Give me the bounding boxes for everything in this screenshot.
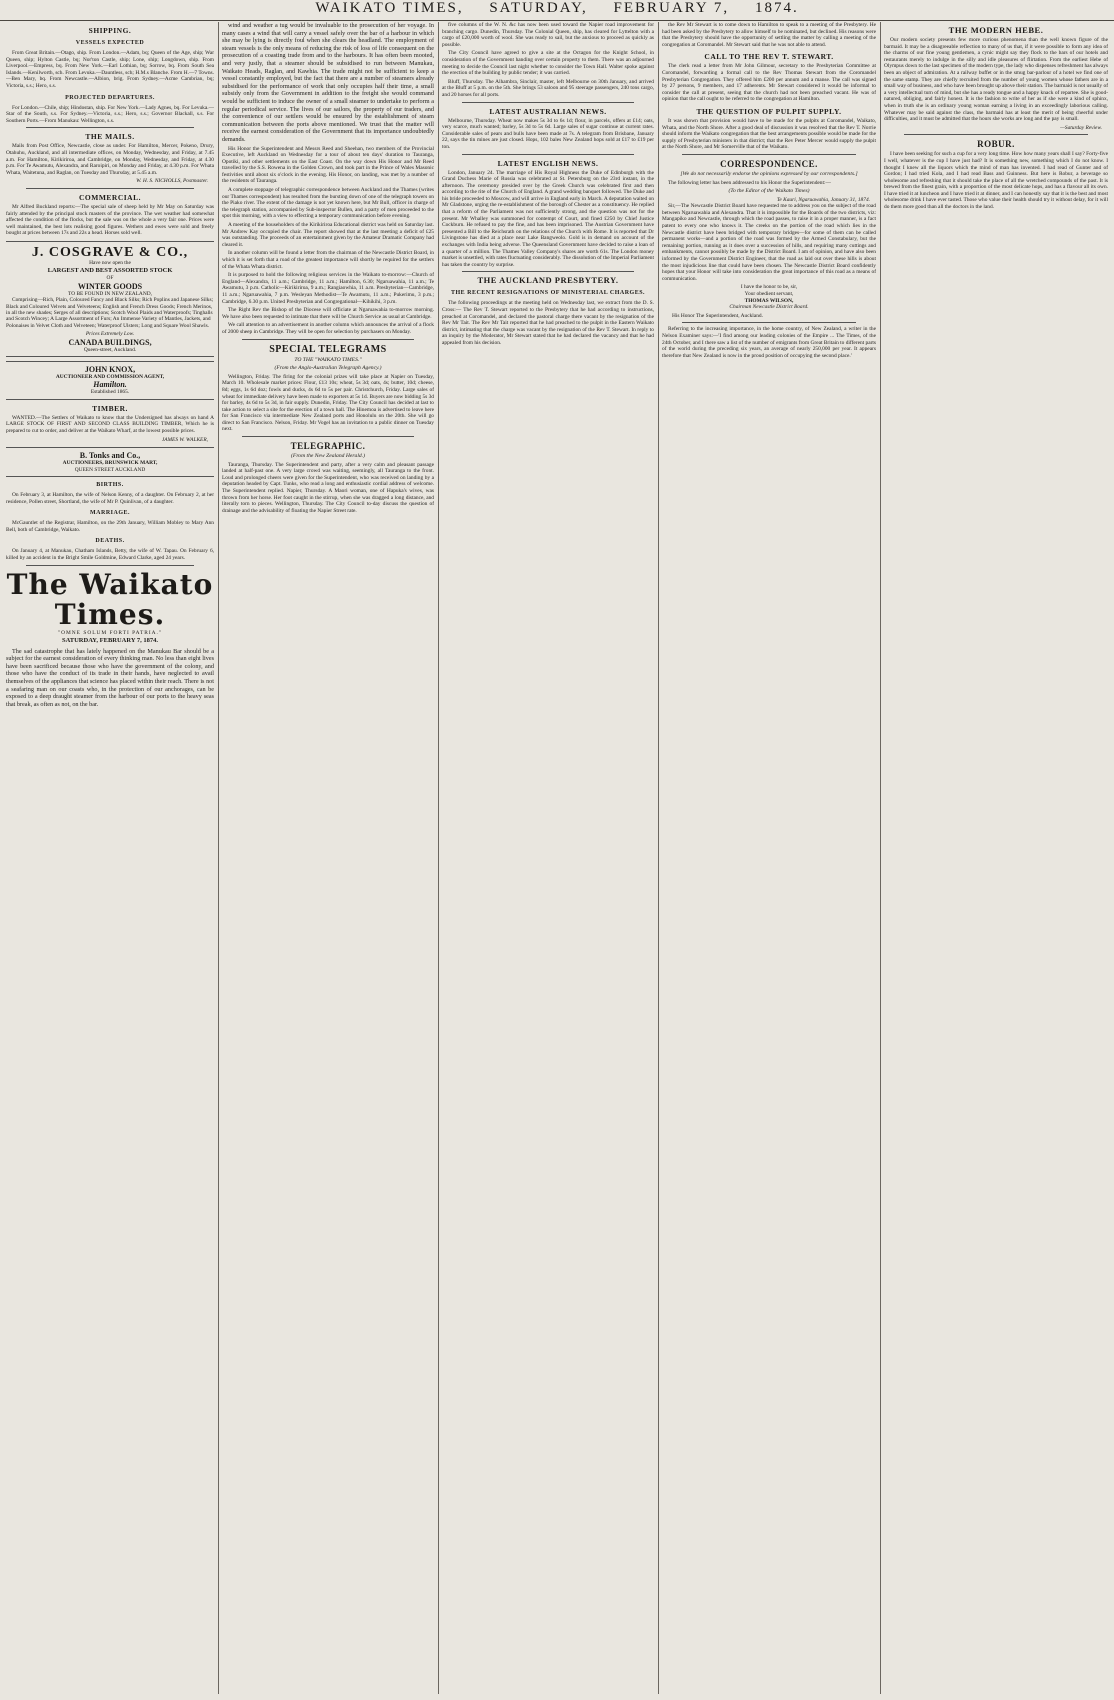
correspondence-signoff-name: THOMAS WILSON, xyxy=(744,297,794,304)
visit-paragraph: His Honor the Superintendent and Messrs Reed and Sheehan, two members of the Provincial Executive, left Auckland on Wednesday for a tour of about ten days' duration to Tauranga, Opotiki, and other settlements on the East Coast. On the way down His Honor and Mr Reed travelled by the S.S. Rowena in the Golden Crown, and took part in the Prince of Wales Masonic festivities until about six o'clock in the evening. His Honor, on landing, was met by a number of the residents of Tauranga. xyxy=(222,145,434,185)
presbytery-heading: THE AUCKLAND PRESBYTERY. xyxy=(477,275,619,286)
marriage-text: McGauntlet of the Registrar, Hamilton, on the 29th January, William Mobley to Mary Ann Bell, both of Cambridge, Waikato. xyxy=(6,520,214,533)
cosgrave-where: TO BE FOUND IN NEW ZEALAND, xyxy=(68,290,152,297)
tonks-name: B. Tonks and Co., xyxy=(79,451,141,461)
correspondence-disclaimer: [We do not necessarily endorse the opinions expressed by our correspondents.] xyxy=(680,170,858,177)
timber-signature: JAMES W. WALKER, xyxy=(161,436,208,443)
leader-continued: wind and weather a tug would be invaluable to the prosecution of her voyage. In many cases a wind that will carry a vessel safely over the bar of a harbour in which she may be lying is directly foul when she clears the headland. The employment of steam vessels is the only means of reducing the risk of loss of life consequent on the prosecution of a coasting trade from and to the harbours. It has often been mooted, and very justly, that a steamer should be subsidised to run between Manukau, Waikato Heads, Raglan, and Kawhia. The trade might not be sufficient to keep a vessel constantly employed, but the fact that there are a number of steamers already subsidised for the performance of work that only occupies half their time, a small subsidy only from the Government in addition to the freight she would command would be sufficient to induce the owner of a small steamer to undertake to perform a regular periodical service. The lives of our sailors, the property of our traders, and the convenience of our settlers would be ensured by the establishment of steam communication between the ports above mentioned. We trust that the matter will receive the earnest consideration of the Government that its importance undoubtedly demands. xyxy=(222,22,434,143)
timber-heading: TIMBER. xyxy=(92,403,128,413)
vessels-text: From Great Britain.—Otago, ship. From London.—Adam, bq; Queen of the Age, ship; War Queen, ship; Hylton Castle, bq; Nor'ton Castle, ship; Lone, ship; Longdown, ship. From Liverpool.—Empress, bq. From New York.—Earl Lothian, bq; Sorrow, bq. From South Sea Islands.—Kenilworth, sch. From Levuka.—Dauntless, sch; H.M.s Blanche. From H.—7 Towns.—Ben Mary, bq. From Newcastle.—Albion, brig. From Sydney.—Acme Cambrian, bq; Victoria, s.s.; Hero, s.s. xyxy=(6,50,214,89)
masthead-year: 1874. xyxy=(754,0,799,16)
cosgrave-name: J. COSGRAVE & CO., xyxy=(31,244,189,260)
another-column-paragraph: In another column will be found a letter from the chairman of the Newcastle District Board, in which it is set forth that a road of the greatest importance will shortly be required for the settlers of the Whata Whata district. xyxy=(222,250,434,270)
correspondence-text: Sir,—The Newcastle District Board have requested me to address you on the subject of the road between Ngaruawahia and Alexandra. That it is impossible for the Boards of the two districts, viz: Mangapiko and Newcastle, through which the road passes, to raise it in a proper manner, is a fact patent to every one who knows it. The creeks on the portion of the road which lies in the Newcastle district have been bridged with temporary bridges—for some of them can be called permanent works—and a portion of the road was formed by the Armed Constabulary, but the remaining portion, running as it does over a succession of hills, and requiring many cuttings and embankments, cannot possibly be made by the District Board. I am of opinion, and have also been informed by the Government District Engineer, that the road as laid out over these hills is about the most injudicious line that could have been chosen. The Newcastle District Board confidently hopes that your Honor will take into consideration the great importance of this road as a means of communication. xyxy=(662,203,876,282)
modern-hebe-text: Our modern society presents few more curious phenomena than the well known figure of the barmaid. It may be a disagreeable reflection to many of us that, if it were possible to form any idea of the charms of our fine young gentlemen, a cynic might say they flock to the bars of our hotels and restaurants merely to indulge in the silly and idle pleasures of flirtation. From the earliest Hebe of Olympus down to the last specimen of the modern type, the lady who dispenses refreshment has always been an object of admiration. At a railway buffet or in the smug bar-parlour of a hotel we find one of the same stamp. They are chiefly recruited from the number of young women whose fathers are in a small way of business, and who have been brought up above their station. The barmaid is not usually of a very intellectual turn of mind, but she has a ready tongue and a happy knack of repartee. She is good-natured, obliging, and fairly honest. It is the fashion to write of her as if she were a kind of sphinx, when in truth she is an ordinary young woman earning a living in an exceedingly laborious calling. Whatever may be said against the class, the barmaid has at least the merit of being cheerful under difficulties, and it must be admitted that the hours she works are long and the pay is small. xyxy=(884,37,1108,123)
divider xyxy=(682,322,856,323)
divider xyxy=(462,154,634,155)
presbytery-text: The following proceedings at the meeting held on Wednesday last, we extract from the D. S. Cross:— The Rev T. Stewart reported to the Presbytery that he had according to instructions, preached at Coromandel, and declared the pastoral charge there vacant by the resignation of the Rev Mr Tait. The Rev Mr Tait reported that he had preached to the pulpit in the Eastern Waikato district, intimating that the charge was vacant by the resignation of the Rev T. Stewart. In reply to an inquiry by the Moderator, Mr Stewart stated that he had declared the vacancy and that he had appealed from his decision. xyxy=(442,300,654,346)
immigration-paragraph: Referring to the increasing importance, in the home country, of New Zealand, a writer in the Nelson Examiner says:—'I find among our leading colonies of the Empire ... The Times, of the 24th October, and I there saw a list of the number of emigrants from Great Britain to different parts of the world during the preceding six years, an average of nearly 250,000 per year. It appears therefore that New Zealand is now in the proud position of occupying the second place.' xyxy=(662,326,876,359)
cosgrave-list: Comprising—Rich, Plain, Coloured Fancy and Black Silks; Rich Poplins and Japanese Silks; Black and Coloured Velvets and Velveteens; English and French Dress Goods; French Merinos, in all the new shades; Serges of all descriptions; Scotch Wool Plaids and Waterproofs; Tinghalls and Scotch Wincey; A Large Assortment of Furs; An Immense Variety of Mantles, Jackets, and Polonaises in Velvet Cloth and Velveteen; Waterproof Ulsters; Long and Square Wool Shawls. xyxy=(6,297,214,329)
mails-heading: THE MAILS. xyxy=(85,132,135,142)
bishop-paragraph: The Right Rev the Bishop of the Diocese will officiate at Ngaruawahia to-morrow morning. We have also been requested to intimate that there will be Church Service as usual at Cambridge. xyxy=(222,307,434,320)
deaths-text: On January 4, at Manukau, Chatham Islands, Betty, the wife of W. Tapau. On February 6, killed by an accident in the Bright Smile Goldmine, Edward Clarke, aged 24 years. xyxy=(6,548,214,561)
paper-title: The Waikato Times. xyxy=(6,567,214,631)
masthead-title: WAIKATO TIMES, xyxy=(315,0,464,16)
telegraphic-text: Tauranga, Thursday. The Superintendent and party, after a very calm and pleasant passage landed at half-past one. A very large crowd was waiting, seemingly, all Tauranga to the front. Loud and prolonged cheers were given for the Superintendent, who was received on landing by a deputation headed by Capt. Tunks, who read a long and enthusiastic cordial address of welcome. The Superintendent replied. Napier, Thursday. A Maori woman, one of Hapuka's wives, was thrown from her horse. Her foot caught in the stirrup, when she was dragged a long distance, and literally torn to pieces. Wellington, Thursday. The City Council to-day discuss the question of drainage and the advisability of floating the Napier Street rate. xyxy=(222,461,434,514)
vessels-heading: VESSELS EXPECTED xyxy=(75,40,145,46)
stoppage-paragraph: A complete stoppage of telegraphic correspondence between Auckland and the Thames (writes our Thames correspondent) has resulted from the bursting down of one of the telegraph towers on the Piako river. The extent of the damage is not yet known here, but Mr Bull, officer in charge of the telegraph station, accompanied by Sub-inspector Bullen, and a party of men proceeded to the spot this morning, with a view to effecting a temporary communication before evening. xyxy=(222,187,434,220)
column-rule xyxy=(438,22,439,1694)
cosgrave-goods: WINTER GOODS xyxy=(77,281,143,291)
special-telegrams-text: Wellington, Friday. The firing for the colonial prizes will take place at Napier on Tuesday, March 10. Wholesale market prices: Flour, £13 10s; wheat, 5s 3d; oats, 4s; butter, 10d; cheese, 8d; eggs, 1s 6d doz; fowls and ducks, 4s 6d to 5s per pair. Christchurch, Friday. Large sales of wheat for immediate delivery have been made to exporters at 5s 1d. Buyers are now bidding 5s 3d for barley, 4s 6d to 5s 3d, in fair supply. Dunedin, Friday. The City Council has decided at last to take action to select a site for the erection of a town hall. The Hinemoa is advertised to leave here for San Francisco via intermediate New Zealand ports and Honolulu on the 20th. She will go direct to San Francisco. Nelson, Friday. Mr Vogel has an invitation to a public dinner on Tuesday next. xyxy=(222,373,434,433)
correspondence-signoff-1: I have the honor to be, sir, xyxy=(740,284,798,291)
special-telegrams-heading: SPECIAL TELEGRAMS xyxy=(269,343,387,355)
marriage-heading: MARRIAGE. xyxy=(90,510,130,517)
divider xyxy=(904,134,1088,135)
births-heading: BIRTHS. xyxy=(96,481,124,488)
modern-hebe-source: —Saturday Review. xyxy=(1060,124,1102,131)
deaths-heading: DEATHS. xyxy=(95,538,125,545)
pulpit-text: It was shown that provision would have to be made for the pulpits at Coromandel, Waikato, Whata, and the North Shore. After a good deal of discussion it was resolved that the Rev T. Norrie should inform the Waikato congregation that the best arrangements possible would be made for the supply of Presbyterian ministers in that district; that the Rev Peter Mercer would supply the pulpit at the North Shore, and Mr Somerville that of the Waikato. xyxy=(662,117,876,151)
column-rule xyxy=(218,22,219,1694)
attention-paragraph: We call attention to an advertisement in another column which announces the arrival of a flock of 2000 sheep in Cambridge. They will be open for selection by purchasers on Monday. xyxy=(222,322,434,335)
canada-street: Queen-street, Auckland. xyxy=(83,346,137,353)
column-3 xyxy=(442,22,654,1694)
mails-text: Mails from Post Office, Newcastle, close as under. For Hamilton, Mercer, Pokeno, Drury, Otahuhu, Auckland, and all intermediate offices, on Monday, Wednesday, and Friday, at 7.45 a.m. For Hamilton, Kirikiriroa, and Cambridge, on Monday, Wednesday, and Friday, at 4.30 p.m. For Te Awamutu, Alexandra, and Raroipiri, on Monday and Friday, at 4.30 p.m. For Whata Whata, Waitetuna, and Raglan, on Tuesday and Thursday, at 5.45 a.m. xyxy=(6,143,214,176)
column-4 xyxy=(662,22,876,1694)
correspondence-signoff-title: Chairman Newcastle District Board. xyxy=(729,304,809,311)
divider xyxy=(242,436,414,437)
commercial-text: Mr Alfred Buckland reports:—The special sale of sheep held by Mr May on Saturday was fairly attended by the principal stock masters of the province. The wet weather had somewhat affected the condition of the flocks, but the sale was on the whole a very fair one. Prices were well maintained, the best lots realising good figures. Wethers and ewes were sold and freely bought at prices between 17s and 22s a head. Horses sold well. xyxy=(6,203,214,237)
leader-text: The sad catastrophe that has lately happened on the Manukau Bar should be a subject for the earnest consideration of every thinking man. No less than eight lives have been sacrificed because those who have the government of the colony, and those who have the conduct of its trade in their hands, have neglected to avail themselves of the appliances that science has placed within their reach. There is not a seafaring man on our coasts who, in the protection of our anchorages, can be exposed to a deep draught steamer from the harbour of our ports to the heavy seas that break, as often as not, on the bar. xyxy=(6,647,214,708)
canada-buildings: CANADA BUILDINGS, xyxy=(68,337,152,347)
column-rule xyxy=(880,22,881,1694)
shipping-heading: SHIPPING. xyxy=(88,26,132,35)
divider xyxy=(462,102,634,103)
masthead-date: FEBRUARY 7, xyxy=(613,0,730,16)
bluff-paragraph: Bluff, Thursday. The Alhambra, Sinclair, master, left Melbourne on 30th January, and arrived at the Bluff at 5 p.m. on the 5th. She brings 53 saloon and 95 steerage passengers, 240 tons cargo, and 20 horses for all ports. xyxy=(442,78,654,98)
column-rule xyxy=(658,22,659,1694)
divider xyxy=(682,154,856,155)
tonks-advert xyxy=(6,447,214,477)
timber-text: WANTED.—The Settlers of Waikato to know that the Undersigned has always on hand A LARGE STOCK OF FIRST AND SECOND CLASS BUILDING TIMBER, Which he is prepared to cut to order, and deliver at the Waikato Wharf, at the lowest possible prices. xyxy=(6,414,214,434)
departures-text: For London.—Chile, ship; Hindostan, ship. For New York.—Lady Agnes, bq. For Levuka.—Star of the South, s.s. For Sydney.—Victoria, s.s.; Hero, s.s.; Governor Blackall, s.s. For Southern Ports.—From Manukau: Wellington, s.s. xyxy=(6,104,214,124)
paper-dateline: SATURDAY, FEBRUARY 7, 1874. xyxy=(61,637,159,645)
australian-news-heading: LATEST AUSTRALIAN NEWS. xyxy=(489,106,607,116)
cosgrave-lead: Have now open the xyxy=(89,259,131,266)
correspondence-signoff-2: Your obedient servant, xyxy=(744,291,794,297)
knox-name: JOHN KNOX, xyxy=(84,364,136,374)
special-telegrams-sub: TO THE "WAIKATO TIMES." xyxy=(294,356,362,363)
knox-established: Established 1865. xyxy=(90,389,130,396)
correspondence-address: His Honor The Superintendent, Auckland. xyxy=(672,312,763,319)
knox-place: Hamilton. xyxy=(93,380,127,390)
correspondence-heading: CORRESPONDENCE. xyxy=(720,158,818,169)
correspondence-place: Te Kauri, Ngaruawahia, January 31, 1874. xyxy=(776,196,870,203)
column-2 xyxy=(222,22,434,1694)
council-paragraph: The City Council have agreed to give a site at the Octagon for the Knight School, in consideration of the Government handing over certain property to them. There was an adjourned meeting to decide the Council last night whether to consider the Town Hall. Walter spoke against the erection of the building by public tender; it was carried. xyxy=(442,50,654,77)
australian-news-text: Melbourne, Thursday. Wheat now makes 5s 3d to 6s 1d; flour, in parcels, offers at £14; oats, very scarce, much wanted; barley, 5s 3d to 5s 6d. Large sales of sugar continue at current rates. Considerable sales of pears and bulls have been made at 7s. A telegram from Brisbane, January 22, says the tin mines are just closed. Hops, 102 bales New Zealand hops sold at £17 to £19 per ton. xyxy=(442,117,654,150)
column-5 xyxy=(884,22,1108,1694)
modern-hebe-heading: THE MODERN HEBE. xyxy=(948,25,1044,35)
letter-intro: the Rev Mr Stewart is to come down to Hamilton to speak to a meeting of the Presbytery. He had been asked by the Presbytery to allow himself to be nominated, but declined. His reasons were that the Presbytery should have the opportunity of settling the matter by calling a meeting of the congregation at Coromandel. Mr Stewart said that he was not able to attend. xyxy=(662,22,876,48)
divider xyxy=(462,271,634,272)
robur-text: I have been seeking for such a cup for a very long time. How how many years shall I say? Forty-five I well, whatever is the cup I have just had? It is something new, something which I do not know. I thought I knew all the liquors which the mind of man has invented. I had read of Gunter and of Gordon; I had tried Kola, and I had read Bass and Guinness. But here is Robur, a beverage so wholesome and refreshing that it should take the place of all the wretched compounds of the past. It is brewed from the finest grain, with a proportion of the most delicate hops, and has a flavour all its own. I have tried it at luncheon and I have tried it at dinner, and I can honestly say that it is the best and most wholesome drink I have ever tasted. Those who value their health should try it without delay, for it will do them more good than all the doctors in the land. xyxy=(884,151,1108,211)
cosgrave-advert xyxy=(6,241,214,357)
masthead-day: SATURDAY, xyxy=(489,0,588,16)
telegraphic-source: (From the New Zealand Herald.) xyxy=(291,453,365,460)
services-paragraph: It is purposed to hold the following religious services in the Waikato to-morrow:—Church of England—Alexandra, 11 a.m.; Cambridge, 11 a.m.; Hamilton, 6.30; Ngaruawahia, 11 a.m.; Te Awamutu, 3 p.m. Catholic—Kirikiriroa, 9 a.m.; Rangiaowhia, 11 a.m. Presbyterian—Cambridge, 11 a.m.; Ngaruawahia, 7 p.m. Wesleyan Methodist—Te Awamutu, 11 a.m.; Pukerimu, 3 p.m.; Cambridge, 6.30 p.m. United Presbyterian and Congregational—Kihikihi, 3 p.m. xyxy=(222,272,434,305)
tonks-line: AUCTIONEERS, BRUNSWICK MART, xyxy=(62,460,158,467)
divider xyxy=(26,127,194,128)
english-news-text: London, January 24. The marriage of His Royal Highness the Duke of Edinburgh with the Grand Duchess Marie of Russia was celebrated at St. Petersburg on the 23rd instant, in the afternoon. The ceremony presided over by the Greek Church was celebrated first and then according to the rite of the Church of England. A grand wedding banquet followed. The Duke and his bride proceeded to Moscow, and will arrive in England early in March. A deputation waited on Mr Gladstone, urging the re-establishment of the borough of Chester as a constituency. He replied that a reform of the Parliament was not sufficiently strong, and the question was not for the present. Mr Whalley was summoned for contempt of Court, and fined £250 by Chief Justice Cockburn. He refused to pay the fine, and has been imprisoned. The Austrian Government have presented a Bill to the Reichsrath on the relations of the Church with Rome. It is reported that Dr Livingstone has died at a place near Lake Bangweolo. Gold is in demand on account of the exchanges with India being adverse. The Queensland Government have decided to raise a loan of a quarter of a million. The Thames Valley Company's shares are worth 61s. The London money market is unsettled, with rates fluctuating considerably. The dissolution of the Imperial Parliament has taken the country by surprise. xyxy=(442,169,654,268)
divider xyxy=(26,565,194,566)
divider xyxy=(26,188,194,189)
mails-signature: W. H. S. NICHOLLS, Postmaster. xyxy=(136,178,208,185)
robur-heading: ROBUR. xyxy=(977,139,1015,150)
kirikiriroa-paragraph: A meeting of the householders of the Kirikiriroa Educational district was held on Saturday last. Mr Andrew Kay occupied the chair. The report showed that at the last meeting a deficit of £25 was outstanding. The proceeds of an entertainment given by the Amateur Dramatic Company had cleared it. xyxy=(222,222,434,248)
tonks-street: QUEEN STREET AUCKLAND xyxy=(74,466,146,473)
divider xyxy=(242,339,414,340)
special-telegrams-source: (From the Anglo-Australian Telegraph Agency.) xyxy=(274,365,382,372)
call-heading: CALL TO THE REV T. STEWART. xyxy=(704,52,834,62)
departures-heading: PROJECTED DEPARTURES. xyxy=(65,94,155,101)
english-news-heading: LATEST ENGLISH NEWS. xyxy=(497,158,599,168)
cosgrave-line: LARGEST AND BEST ASSORTED STOCK xyxy=(47,267,173,275)
births-text: On February 3, at Hamilton, the wife of Nelson Kenny, of a daughter. On February 2, at her residence, Pollen street, Shortland, the wife of Mr P. Quinlivan, of a daughter. xyxy=(6,491,214,505)
knox-advert xyxy=(6,361,214,400)
correspondence-intro: The following letter has been addressed to his Honor the Superintendent:— xyxy=(668,179,831,186)
intro-paragraph: five columns of the W. N. &c has now been used toward the Napier road improvement for branching cargo. Dunedin, Thursday. The Colonial Queen, ship, has cleared for Lyttelton with a cargo of £20,000 worth of wool. She was ready to sail, but the anxious to proceed as quickly as possible. xyxy=(442,22,654,48)
telegraphic-heading: TELEGRAPHIC. xyxy=(290,441,366,452)
presbytery-subheading: THE RECENT RESIGNATIONS OF MINISTERIAL CHARGES. xyxy=(450,290,646,297)
column-1 xyxy=(6,22,214,1694)
paper-motto: "OMNE SOLUM FORTI PATRIA." xyxy=(57,629,163,636)
call-text: The clerk read a letter from Mr John Gilmour, secretary to the Presbyterian Committee at Coromandel, forwarding a formal call to the Rev Thomas Stewart from the Coromandel Presbyterian Congregation. They offered him £200 per annum and a manse. The call was signed by 27 persons, 9 members, and 17 adherents. Mr Stewart considered it would be informal to consider the call at present, seeing that the church had not been preached vacant. He was of opinion that the call ought to be referred to the congregation at Hamilton. xyxy=(662,63,876,103)
cosgrave-prices: Prices Extremely Low. xyxy=(85,331,135,338)
pulpit-heading: THE QUESTION OF PULPIT SUPPLY. xyxy=(696,106,842,116)
correspondence-to: (To the Editor of the Waikato Times) xyxy=(728,188,810,195)
commercial-heading: COMMERCIAL. xyxy=(79,192,141,202)
knox-line: AUCTIONEER AND COMMISSION AGENT, xyxy=(55,373,165,380)
masthead xyxy=(0,0,1114,21)
cosgrave-of: OF xyxy=(106,275,114,282)
